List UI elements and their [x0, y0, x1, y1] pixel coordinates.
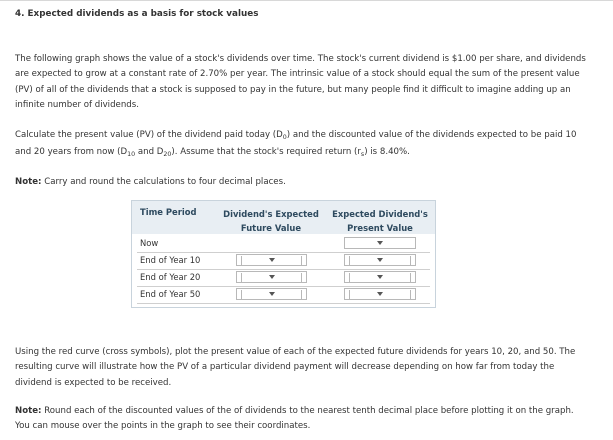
table-row: [137, 252, 430, 270]
dropdown-arrow-icon: [377, 241, 383, 245]
present-value-dropdown-year-10[interactable]: [344, 254, 416, 266]
present-value-dropdown-year-20[interactable]: [344, 271, 416, 283]
table-row: [137, 286, 430, 304]
dropdown-arrow-icon: [269, 292, 275, 296]
plot-instruction-paragraph: Using the red curve (cross symbols), plot the present value of each of the expected future dividends for years 10, 20, and 50. The resulting curve will illustrate how the PV of a particular dividend payment will decrease depending on how far from today the dividend is expected to be received.: [15, 347, 576, 388]
dropdown-right-divider: [301, 273, 302, 282]
table-row: [137, 269, 430, 287]
note-label: Note:: [15, 177, 42, 187]
dropdown-left-divider: [349, 290, 350, 299]
dropdown-left-divider: [241, 273, 242, 282]
future-value-dropdown-year-50[interactable]: [236, 288, 307, 300]
dropdown-right-divider: [410, 273, 411, 282]
dropdown-arrow-icon: [377, 275, 383, 279]
future-value-dropdown-year-20[interactable]: [236, 271, 307, 283]
dropdown-left-divider: [349, 273, 350, 282]
note-plot-rounding: Note: Round each of the discounted values of the of dividends to the nearest tenth decimal place before plotting it on the graph. You can mouse over the points in the graph to see their coordinates.: [15, 406, 574, 432]
dropdown-right-divider: [410, 290, 411, 299]
dropdown-left-divider: [241, 290, 242, 299]
dropdown-right-divider: [301, 290, 302, 299]
top-divider: [0, 0, 613, 1]
instruction-paragraph: Calculate the present value (PV) of the dividend paid today $(D_0)$ and the discounted value of the dividends expected to be paid 10 and 20 years from now ($D_{10}$ and $D_{20}$). Assume that the stock's required return $(r_s)$ is 8.40%.: [15, 130, 577, 159]
col-header-time-period: Time Period: [140, 207, 197, 217]
row-label-year-20: End of Year 20: [140, 272, 201, 282]
row-label-year-10: End of Year 10: [140, 255, 201, 265]
row-label-now: Now: [140, 238, 159, 248]
dividend-table: [131, 200, 436, 308]
dropdown-right-divider: [410, 256, 411, 265]
table-header: [132, 201, 435, 234]
present-value-dropdown-year-50[interactable]: [344, 288, 416, 300]
row-label-year-50: End of Year 50: [140, 289, 201, 299]
dropdown-left-divider: [241, 256, 242, 265]
col-header-present-value: Expected Dividend's Present Value: [332, 209, 428, 233]
intro-paragraph: The following graph shows the value of a stock's dividends over time. The stock's current dividend is $1.00 per share, and dividends are expected to grow at a constant rate of 2.70% per year. The intrinsic value of a stock should equal the sum of the present value (PV) of all of the dividends that a stock is supposed to pay in the future, but many people find it difficult to imagine adding up an infinite number of dividends.: [15, 54, 586, 111]
question-title: 4. Expected dividends as a basis for stock values: [15, 9, 259, 19]
note-rounding: Note: Carry and round the calculations to four decimal places.: [15, 177, 286, 187]
note-label: Note:: [15, 406, 42, 416]
dropdown-arrow-icon: [377, 292, 383, 296]
dropdown-arrow-icon: [377, 258, 383, 262]
dropdown-arrow-icon: [269, 275, 275, 279]
present-value-dropdown-now[interactable]: [344, 237, 416, 249]
future-value-dropdown-year-10[interactable]: [236, 254, 307, 266]
dropdown-left-divider: [349, 256, 350, 265]
dropdown-right-divider: [301, 256, 302, 265]
col-header-future-value: Dividend's Expected Future Value: [223, 209, 319, 233]
dropdown-arrow-icon: [269, 258, 275, 262]
table-row: [137, 235, 430, 253]
